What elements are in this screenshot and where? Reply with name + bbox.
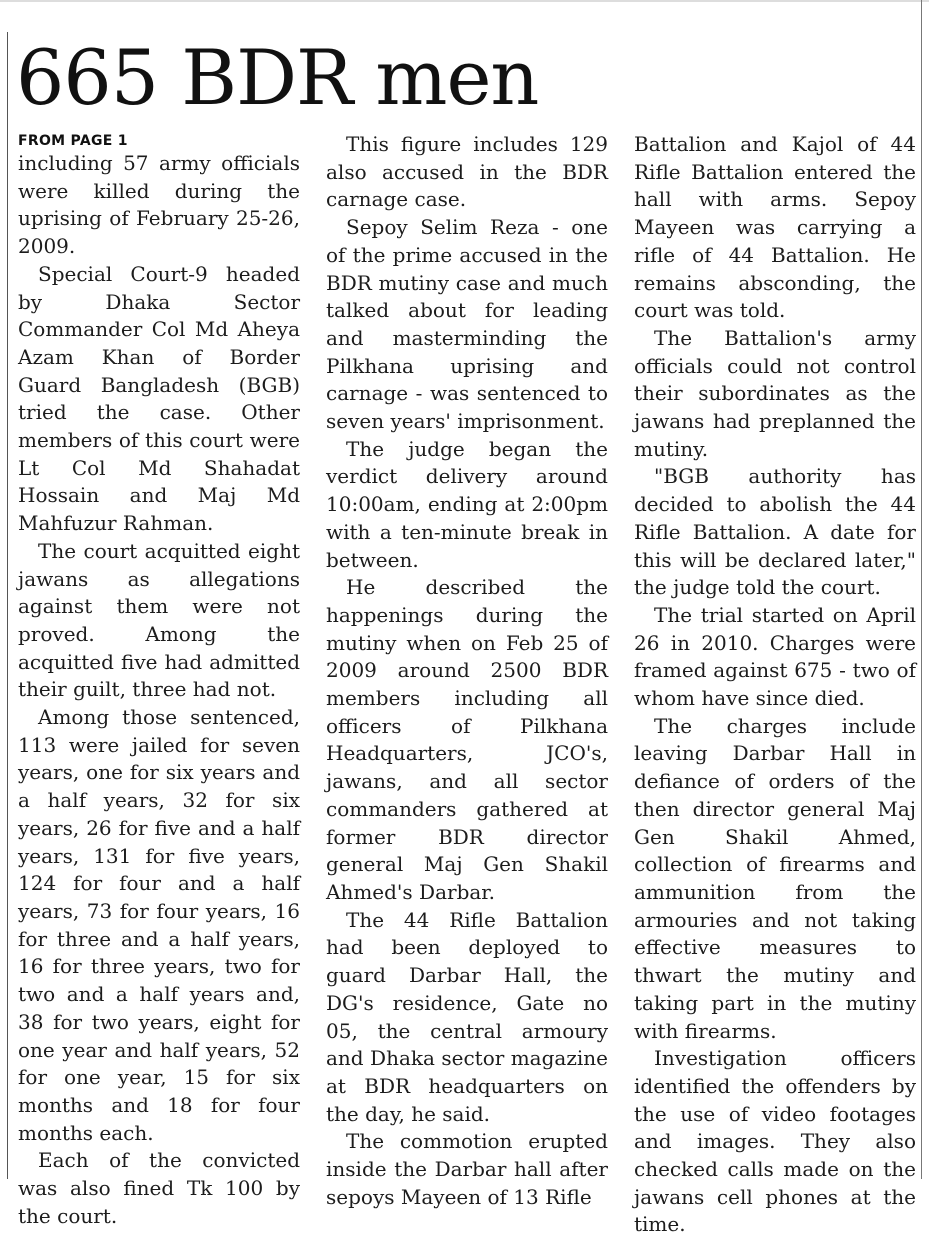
left-border-rule (7, 32, 8, 1179)
paragraph: "BGB authority has decided to abolish the 44 Rifle Battalion. A date for this will be declared later," the judge told the court. (634, 464, 916, 600)
paragraph: Sepoy Selim Reza - one of the prime accused in the BDR mutiny case and much talked about for leading and masterminding the Pilkhana uprising and carnage - was sentenced to seven years' imprisonment. (326, 215, 608, 434)
kicker-from-page: FROM PAGE 1 (18, 133, 128, 149)
paragraph: The judge began the verdict delivery around 10:00am, ending at 2:00pm with a ten-minute break in between. (326, 436, 608, 572)
paragraph: The trial started on April 26 in 2010. Charges were framed against 675 - two of whom have since died. (634, 602, 916, 711)
paragraph: The commotion erupted inside the Darbar hall after sepoys Mayeen of 13 Rifle (326, 1129, 608, 1209)
paragraph: The 44 Rifle Battalion had been deployed to guard Darbar Hall, the DG's residence, Gate no 05, the central armoury and Dhaka sector magazine at BDR headquarters on the day, he said. (326, 907, 608, 1126)
paragraph: The charges include leaving Darbar Hall in defiance of orders of the then director general Maj Gen Shakil Ahmed, collection of firearms and ammunition from the armouries and not taking effective measures to thwart the mutiny and taking part in the mutiny with firearms. (634, 713, 916, 1043)
paragraph: Battalion and Kajol of 44 Rifle Battalion entered the hall with arms. Sepoy Mayeen was carrying a rifle of 44 Battalion. He remains absconding, the court was told. (634, 132, 916, 323)
paragraph: The Battalion's army officials could not control their subordinates as the jawans had preplanned the mutiny. (634, 325, 916, 461)
paragraph: Each of the convicted was also fined Tk 100 by the court. (18, 1148, 300, 1228)
right-border-rule (921, 0, 922, 1179)
paragraph: including 57 army officials were killed during the uprising of February 25-26, 2009. (18, 151, 300, 259)
paragraph: This figure includes 129 also accused in the BDR carnage case. (326, 132, 608, 212)
headline: 665 BDR men (16, 33, 539, 122)
paragraph: Investigation officers identified the offenders by the use of video footages and images. They also checked calls made on the jawans cell phones at the time. (634, 1046, 916, 1237)
paragraph: The court acquitted eight jawans as allegations against them were not proved. Among the acquitted five had admitted their guilt, three had not. (18, 538, 300, 702)
top-border (0, 0, 929, 2)
paragraph: He described the happenings during the mutiny when on Feb 25 of 2009 around 2500 BDR members including all officers of Pilkhana Headquarters, JCO's, jawans, and all sector commanders gathered at former BDR director general Maj Gen Shakil Ahmed's Darbar. (326, 575, 608, 904)
paragraph: Among those sentenced, 113 were jailed for seven years, one for six years and a half years, 32 for six years, 26 for five and a half years, 131 for five years, 124 for four and a half years, 73 for four years, 16 for three and a half years, 16 for three years, two for two and a half years and, 38 for two years, eight for one year and half years, 52 for one year, 15 for six months and 18 for four months each. (18, 705, 300, 1145)
article-column-3 (634, 131, 916, 1239)
article-column-1 (18, 132, 300, 1230)
article-column-2 (326, 131, 608, 1211)
paragraph: Special Court-9 headed by Dhaka Sector Commander Col Md Aheya Azam Khan of Border Guard Bangladesh (BGB) tried the case. Other members of this court were Lt Col Md Shahadat Hossain and Maj Md Mahfuzur Rahman. (18, 261, 300, 536)
